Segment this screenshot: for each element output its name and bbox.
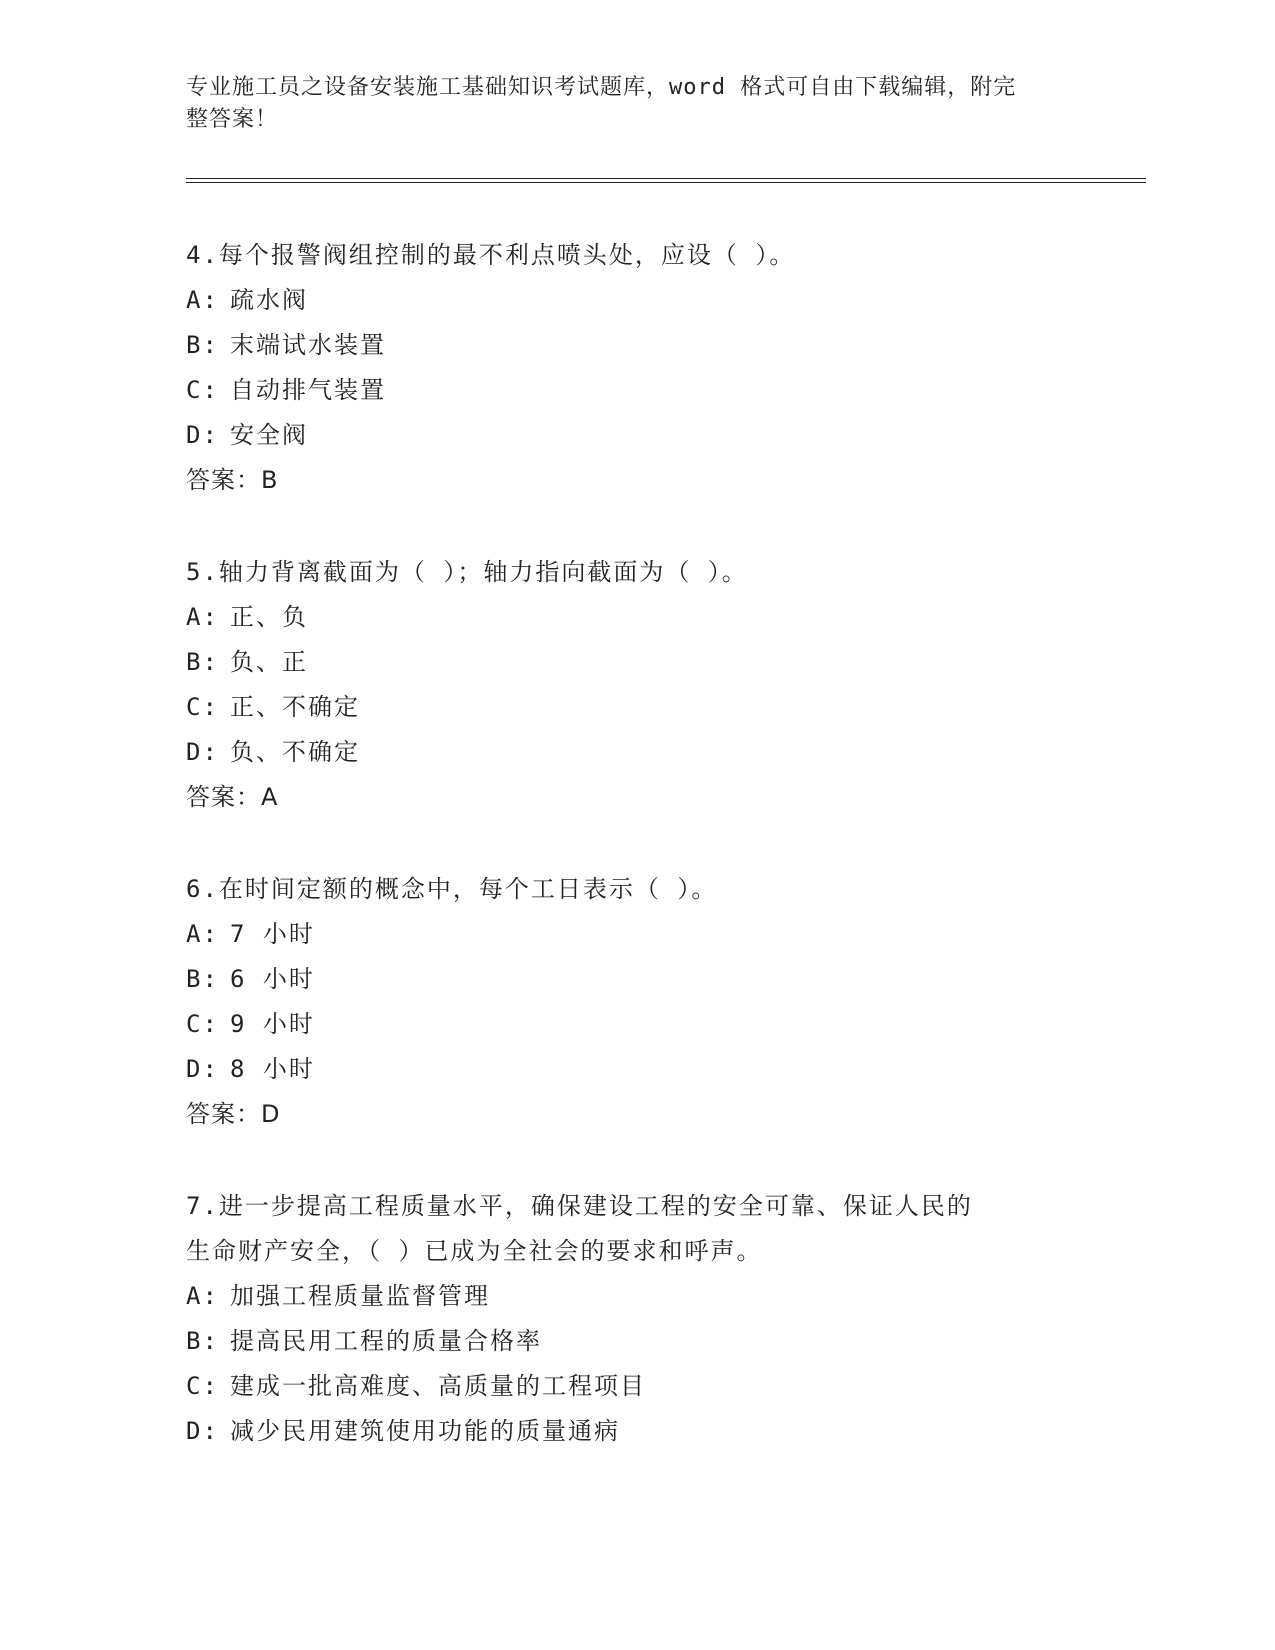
option-d bbox=[186, 1047, 1086, 1092]
option-key: D: bbox=[186, 1055, 219, 1083]
option-text: 9 小时 bbox=[230, 1010, 315, 1038]
question-stem: 5.轴力背离截面为（ ）；轴力指向截面为（ ）。 bbox=[186, 558, 748, 586]
option-c bbox=[186, 1002, 1086, 1047]
option-d bbox=[186, 730, 1086, 775]
option-text: 疏水阀 bbox=[230, 286, 308, 314]
option-b bbox=[186, 957, 1086, 1002]
option-text: 提高民用工程的质量合格率 bbox=[230, 1327, 542, 1355]
question-5 bbox=[186, 550, 1086, 820]
option-a bbox=[186, 278, 1086, 323]
option-key: B: bbox=[186, 965, 219, 993]
answer-line: 答案：D bbox=[186, 1100, 281, 1128]
option-key: B: bbox=[186, 648, 219, 676]
question-6 bbox=[186, 867, 1086, 1137]
answer-line: 答案：B bbox=[186, 466, 279, 494]
option-d bbox=[186, 413, 1086, 458]
question-stem: 4.每个报警阀组控制的最不利点喷头处，应设（ ）。 bbox=[186, 241, 796, 269]
option-key: A: bbox=[186, 603, 219, 631]
answer-line: 答案：A bbox=[186, 783, 279, 811]
option-a bbox=[186, 1274, 1086, 1319]
option-key: A: bbox=[186, 1282, 219, 1310]
question-stem: 6.在时间定额的概念中，每个工日表示（ ）。 bbox=[186, 875, 718, 903]
option-text: 负、不确定 bbox=[230, 738, 360, 766]
option-a bbox=[186, 595, 1086, 640]
question-7 bbox=[186, 1184, 1086, 1454]
option-c bbox=[186, 685, 1086, 730]
option-text: 7 小时 bbox=[230, 920, 315, 948]
option-text: 末端试水装置 bbox=[230, 331, 386, 359]
option-key: A: bbox=[186, 286, 219, 314]
option-text: 自动排气装置 bbox=[230, 376, 386, 404]
option-key: C: bbox=[186, 1010, 219, 1038]
option-key: C: bbox=[186, 376, 219, 404]
option-text: 加强工程质量监督管理 bbox=[230, 1282, 490, 1310]
option-b bbox=[186, 640, 1086, 685]
header-divider-bottom bbox=[186, 182, 1146, 183]
option-text: 减少民用建筑使用功能的质量通病 bbox=[230, 1417, 620, 1445]
option-key: D: bbox=[186, 1417, 219, 1445]
option-b bbox=[186, 1319, 1086, 1364]
option-key: D: bbox=[186, 421, 219, 449]
option-a bbox=[186, 912, 1086, 957]
option-text: 安全阀 bbox=[230, 421, 308, 449]
option-text: 6 小时 bbox=[230, 965, 315, 993]
header-divider-top bbox=[186, 178, 1146, 179]
option-text: 正、不确定 bbox=[230, 693, 360, 721]
option-key: D: bbox=[186, 738, 219, 766]
option-text: 8 小时 bbox=[230, 1055, 315, 1083]
option-text: 正、负 bbox=[230, 603, 308, 631]
question-4 bbox=[186, 233, 1086, 503]
header-line-2: 整答案！ bbox=[186, 107, 279, 132]
option-b bbox=[186, 323, 1086, 368]
header-line-1: 专业施工员之设备安装施工基础知识考试题库，word 格式可自由下载编辑，附完 bbox=[186, 75, 1017, 100]
option-c bbox=[186, 1364, 1086, 1409]
option-key: B: bbox=[186, 1327, 219, 1355]
option-key: A: bbox=[186, 920, 219, 948]
option-text: 建成一批高难度、高质量的工程项目 bbox=[230, 1372, 646, 1400]
question-stem-line-2: 生命财产安全，（ ）已成为全社会的要求和呼声。 bbox=[186, 1237, 763, 1265]
option-key: C: bbox=[186, 693, 219, 721]
option-key: B: bbox=[186, 331, 219, 359]
option-c bbox=[186, 368, 1086, 413]
option-text: 负、正 bbox=[230, 648, 308, 676]
question-stem-line-1: 7.进一步提高工程质量水平，确保建设工程的安全可靠、保证人民的 bbox=[186, 1192, 973, 1220]
document-header bbox=[186, 72, 1066, 136]
option-d bbox=[186, 1409, 1086, 1454]
option-key: C: bbox=[186, 1372, 219, 1400]
